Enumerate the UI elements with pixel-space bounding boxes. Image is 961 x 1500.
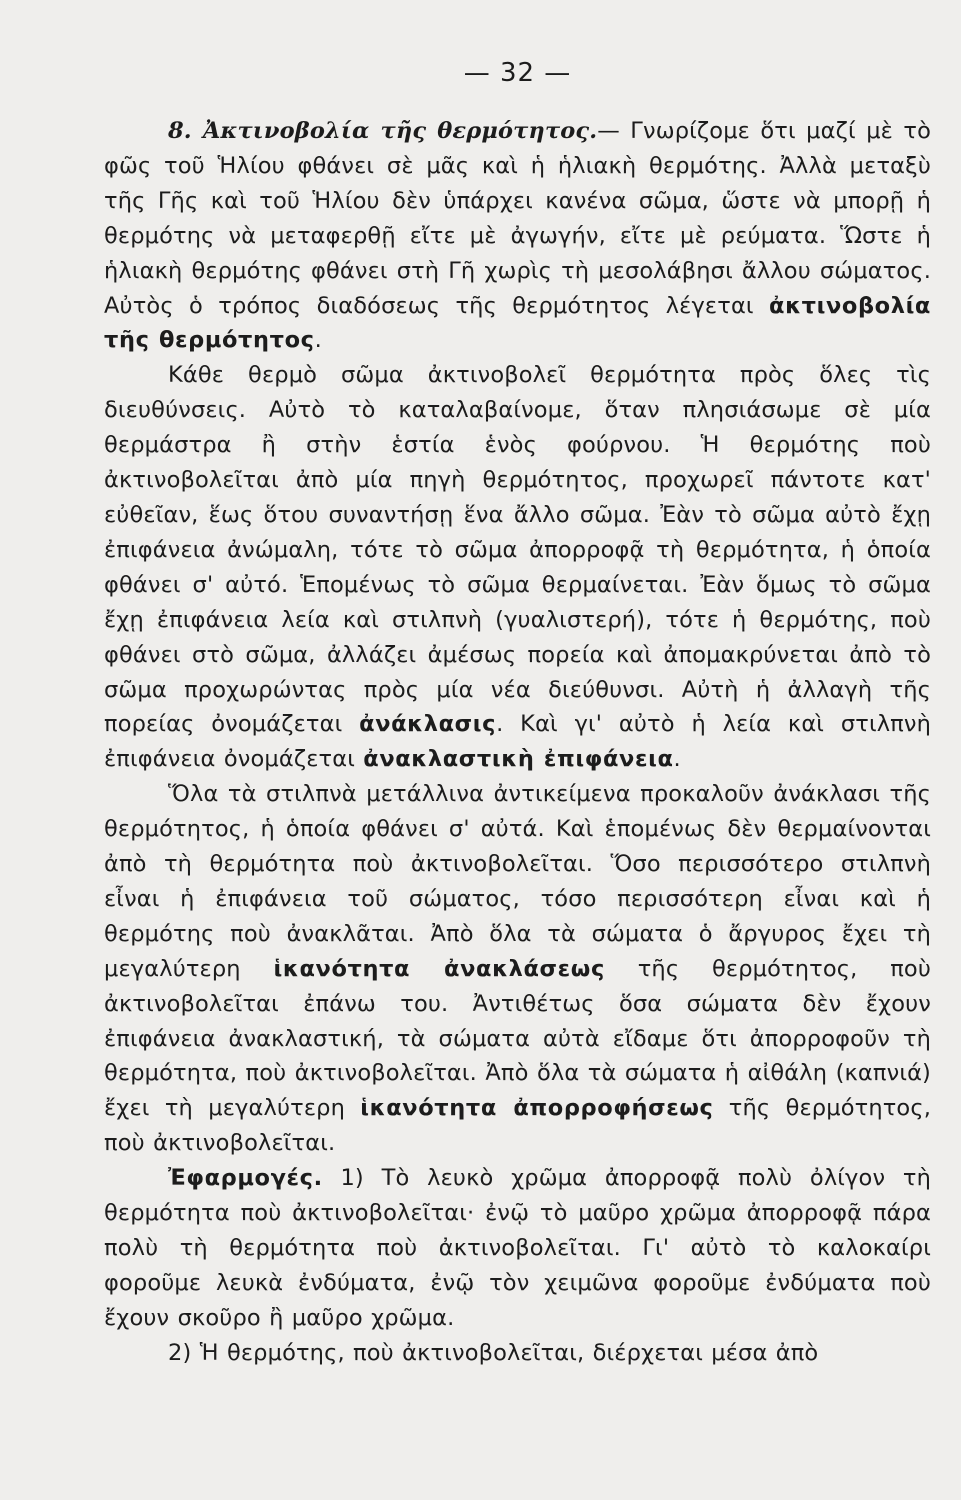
term-thermal-radiation: ἀκτινοβολία τῆς θερμότητος [104,292,931,354]
applications-paragraph [104,1161,931,1336]
term-reflection: ἀνάκλασις [359,711,497,738]
section-8-paragraph [104,114,931,358]
application-item-2-paragraph [104,1336,931,1371]
paragraph-reflection [104,358,931,777]
paragraph-3-text-3: τῆς θερμότητος, ποὺ ἀκτινοβολεῖται. [104,1095,931,1157]
paragraph-2-text-3: . [673,746,681,773]
section-intro-text: — Γνωρίζομε ὅτι μαζί μὲ τὸ φῶς τοῦ Ἡλίου φθάνει σὲ μᾶς καὶ ἡ ἡλιακὴ θερμότης. Ἀλλὰ μεταξὺ τῆς Γῆς καὶ τοῦ Ἡλίου δὲν ὑπάρχει κανένα σῶμα, ὥστε νὰ μπορῇ ἡ θερμότης νὰ μεταφερθῇ εἴτε μὲ ἀγωγήν, εἴτε μὲ ρεύματα. Ὥστε ἡ ἡλιακὴ θερμότης φθάνει στὴ Γῆ χωρὶς τὴ μεσολάβησι ἄλλου σώματος. Αὐτὸς ὁ τρόπος διαδόσεως τῆς θερμότητος λέγεται [104,118,931,319]
application-item-1: 1) Τὸ λευκὸ χρῶμα ἀπορροφᾷ πολὺ ὀλίγον τὴ θερμότητα ποὺ ἀκτινοβολεῖται· ἐνῷ τὸ μαῦρο χρῶμα ἀπορροφᾷ πάρα πολὺ τὴ θερμότητα ποὺ ἀκτινοβολεῖται. Γι' αὐτὸ τὸ καλοκαίρι φοροῦμε λευκὰ ἐνδύματα, ἐνῷ τὸν χειμῶνα φοροῦμε ἐνδύματα ποὺ ἔχουν σκοῦρο ἢ μαῦρο χρῶμα. [104,1165,931,1331]
paragraph-2-text-1: Κάθε θερμὸ σῶμα ἀκτινοβολεῖ θερμότητα πρὸς ὅλες τὶς διευθύνσεις. Αὐτὸ τὸ καταλαβαίνομε, ὅταν πλησιάσωμε σὲ μία θερμάστρα ἢ στὴν ἑστία ἑνὸς φούρνου. Ἡ θερμότης ποὺ ἀκτινοβολεῖται ἀπὸ μία πηγὴ θερμότητος, προχωρεῖ πάντοτε κατ' εὐθεῖαν, ἕως ὅτου συναντήσῃ ἕνα ἄλλο σῶμα. Ἐὰν τὸ σῶμα αὐτὸ ἔχῃ ἐπιφάνεια ἀνώμαλη, τότε τὸ σῶμα ἀπορροφᾷ τὴ θερμότητα, ἡ ὁποία φθάνει σ' αὐτό. Ἑπομένως τὸ σῶμα θερμαίνεται. Ἐὰν ὅμως τὸ σῶμα ἔχῃ ἐπιφάνεια λεία καὶ στιλπνὴ (γυαλιστερή), τότε ἡ θερμότης, ποὺ φθάνει στὸ σῶμα, ἀλλάζει ἀμέσως πορεία καὶ ἀπομακρύνεται ἀπὸ τὸ σῶμα προχωρώντας πρὸς μία νέα διεύθυνσι. Αὐτὴ ἡ ἀλλαγὴ τῆς πορείας ὀνομάζεται [104,362,931,738]
applications-heading: Ἐφαρμογές. [168,1165,323,1192]
paragraph-2-text-2: . Καὶ γι' αὐτὸ ἡ λεία καὶ στιλπνὴ ἐπιφάνεια ὀνομάζεται [104,711,931,773]
term-reflective-surface: ἀνακλαστικὴ ἐπιφάνεια [363,746,674,773]
term-absorption-capacity: ἱκανότητα ἀπορροφήσεως [360,1095,714,1122]
term-reflection-capacity: ἱκανότητα ἀνακλάσεως [273,955,605,982]
paragraph-3-text-2: τῆς θερμότητος, ποὺ ἀκτινοβολεῖται ἐπάνω του. Ἀντιθέτως ὅσα σώματα δὲν ἔχουν ἐπιφάνεια ἀνακλαστική, τὰ σώματα αὐτὰ εἴδαμε ὅτι ἀπορροφοῦν τὴ θερμότητα, ποὺ ἀκτινοβολεῖται. Ἀπὸ ὅλα τὰ σώματα ἡ αἰθάλη (καπνιά) ἔχει τὴ μεγαλύτερη [104,955,931,1122]
section-title: 8. Ἀκτινοβολία τῆς θερμότητος. [168,118,598,144]
paragraph-metals [104,777,931,1161]
page-number: — 32 — [463,58,572,88]
section-intro-end: . [314,327,322,354]
application-item-2: 2) Ἡ θερμότης, ποὺ ἀκτινοβολεῖται, διέρχεται μέσα ἀπὸ [168,1339,819,1366]
paragraph-3-text-1: Ὅλα τὰ στιλπνὰ μετάλλινα ἀντικείμενα προκαλοῦν ἀνάκλασι τῆς θερμότητος, ἡ ὁποία φθάνει σ' αὐτά. Καὶ ἑπομένως δὲν θερμαίνονται ἀπὸ τὴ θερμότητα ποὺ ἀκτινοβολεῖται. Ὅσο περισσότερο στιλπνὴ εἶναι ἡ ἐπιφάνεια τοῦ σώματος, τόσο περισσότερη εἶναι καὶ ἡ θερμότης ποὺ ἀνακλᾶται. Ἀπὸ ὅλα τὰ σώματα ὁ ἄργυρος ἔχει τὴ μεγαλύτερη [104,781,931,982]
